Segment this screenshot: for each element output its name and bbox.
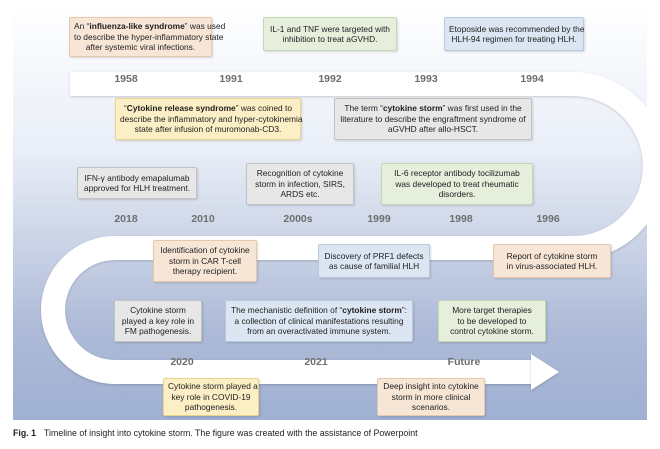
- event-1996-line1: Report of cytokine storm: [506, 250, 598, 261]
- year-2021: 2021: [304, 356, 328, 368]
- year-2010: 2010: [191, 213, 215, 225]
- event-2000s: [246, 163, 354, 205]
- event-1998-line1: IL-6 receptor antibody tocilizumab: [394, 168, 520, 179]
- event-1958-line1: An “influenza-like syndrome” was used: [74, 21, 226, 32]
- event-1991-line3: state after infusion of muromonab-CD3.: [134, 124, 282, 135]
- event-1991-line1: “Cytokine release syndrome” was coined to: [123, 103, 293, 114]
- figure-caption-text: Timeline of insight into cytokine storm. The figure was created with the assistance of Powerpoint: [43, 428, 418, 438]
- event-2020-fm-line2: played a key role in: [121, 315, 195, 326]
- event-2010-line1: Identification of cytokine: [160, 245, 250, 256]
- event-2010-line3: therapy recipient.: [172, 266, 238, 277]
- year-1993: 1993: [414, 73, 438, 85]
- event-1996-line2: in virus-associated HLH.: [506, 261, 598, 271]
- event-1994-line2: HLH-94 regimen for treating HLH.: [451, 34, 577, 44]
- event-1999-line1: Discovery of PRF1 defects: [324, 250, 424, 261]
- year-2020: 2020: [170, 356, 194, 368]
- event-2020-fm-line1: Cytokine storm: [130, 305, 186, 316]
- event-2020-covid-line2: key role in COVID-19: [171, 391, 251, 402]
- event-1958: [69, 17, 226, 57]
- event-2020-covid-line1: Cytokine storm played a: [168, 381, 258, 392]
- event-2010: [153, 240, 257, 282]
- event-1992-line2: inhibition to treat aGVHD.: [282, 34, 378, 44]
- event-2021-line1: The mechanistic definition of “cytokine storm”:: [231, 305, 407, 316]
- event-2018-line1: IFN-γ antibody emapalumab: [84, 172, 190, 183]
- event-2000s-line2: storm in infection, SIRS,: [255, 178, 345, 189]
- event-2020-fm-line3: FM pathogenesis.: [124, 326, 192, 337]
- event-1994: [444, 17, 584, 51]
- event-1999-line2: as cause of familial HLH: [328, 261, 420, 271]
- event-1992-line1: IL-1 and TNF were targeted with: [270, 23, 390, 34]
- event-2018: [77, 167, 197, 199]
- timeline-figure: [13, 4, 647, 420]
- event-1993-line1: The term “cytokine storm” was first used in the: [344, 103, 522, 114]
- event-future-line2: to be developed to: [457, 315, 527, 326]
- figure-caption: [13, 428, 418, 438]
- event-1996: [493, 244, 611, 278]
- year-1991: 1991: [219, 73, 243, 85]
- year-1998: 1998: [449, 213, 473, 225]
- event-future-insight-line3: scenarios.: [411, 402, 451, 413]
- event-1993-line2: literature to describe the engraftment syndrome of: [340, 113, 526, 124]
- event-2000s-line1: Recognition of cytokine: [256, 168, 344, 179]
- event-future-insight-line1: Deep insight into cytokine: [383, 381, 479, 392]
- event-2021: [225, 300, 413, 342]
- event-1958-line3: after systemic viral infections.: [85, 42, 196, 53]
- event-1994-line1: Etoposide was recommended by the: [449, 23, 585, 34]
- event-2021-line3: from an overactivated immune system.: [247, 326, 391, 337]
- event-1998-line3: disorders.: [438, 189, 476, 200]
- figure-caption-label: Fig. 1: [13, 428, 36, 438]
- year-1958: 1958: [114, 73, 138, 85]
- year-1996: 1996: [536, 213, 560, 225]
- event-2000s-line3: ARDS etc.: [280, 189, 320, 200]
- event-future: [438, 300, 546, 342]
- event-future-line1: More target therapies: [452, 305, 532, 316]
- timeline-arrowhead: [531, 354, 559, 390]
- event-2018-line2: approved for HLH treatment.: [83, 183, 191, 193]
- year-2000s: 2000s: [283, 213, 313, 225]
- year-2018: 2018: [114, 213, 138, 225]
- year-1999: 1999: [367, 213, 391, 225]
- event-1998: [381, 163, 533, 205]
- event-1991-line2: describe the inflammatory and hyper-cytokinemia: [120, 113, 303, 124]
- event-2020-covid: [163, 378, 259, 416]
- event-future-insight-line2: storm in more clinical: [391, 391, 471, 402]
- event-2020-covid-line3: pathogenesis.: [184, 402, 238, 413]
- year-future: Future: [447, 356, 481, 368]
- event-2021-line2: a collection of clinical manifestations resulting: [234, 315, 404, 326]
- event-1998-line2: was developed to treat rheumatic: [395, 178, 519, 189]
- event-2010-line2: storm in CAR T-cell: [169, 255, 241, 266]
- event-1991: [115, 98, 301, 140]
- year-1994: 1994: [520, 73, 544, 85]
- event-1993: [334, 98, 532, 140]
- event-future-line3: control cytokine storm.: [450, 326, 534, 337]
- year-1992: 1992: [318, 73, 342, 85]
- event-1958-line2: to describe the hyper-inflammatory state: [74, 31, 224, 42]
- event-1999: [318, 244, 430, 278]
- event-future-insight: [377, 378, 485, 416]
- event-1992: [263, 17, 397, 51]
- event-2020-fm: [114, 300, 202, 342]
- event-1993-line3: aGVHD after allo-HSCT.: [387, 124, 479, 135]
